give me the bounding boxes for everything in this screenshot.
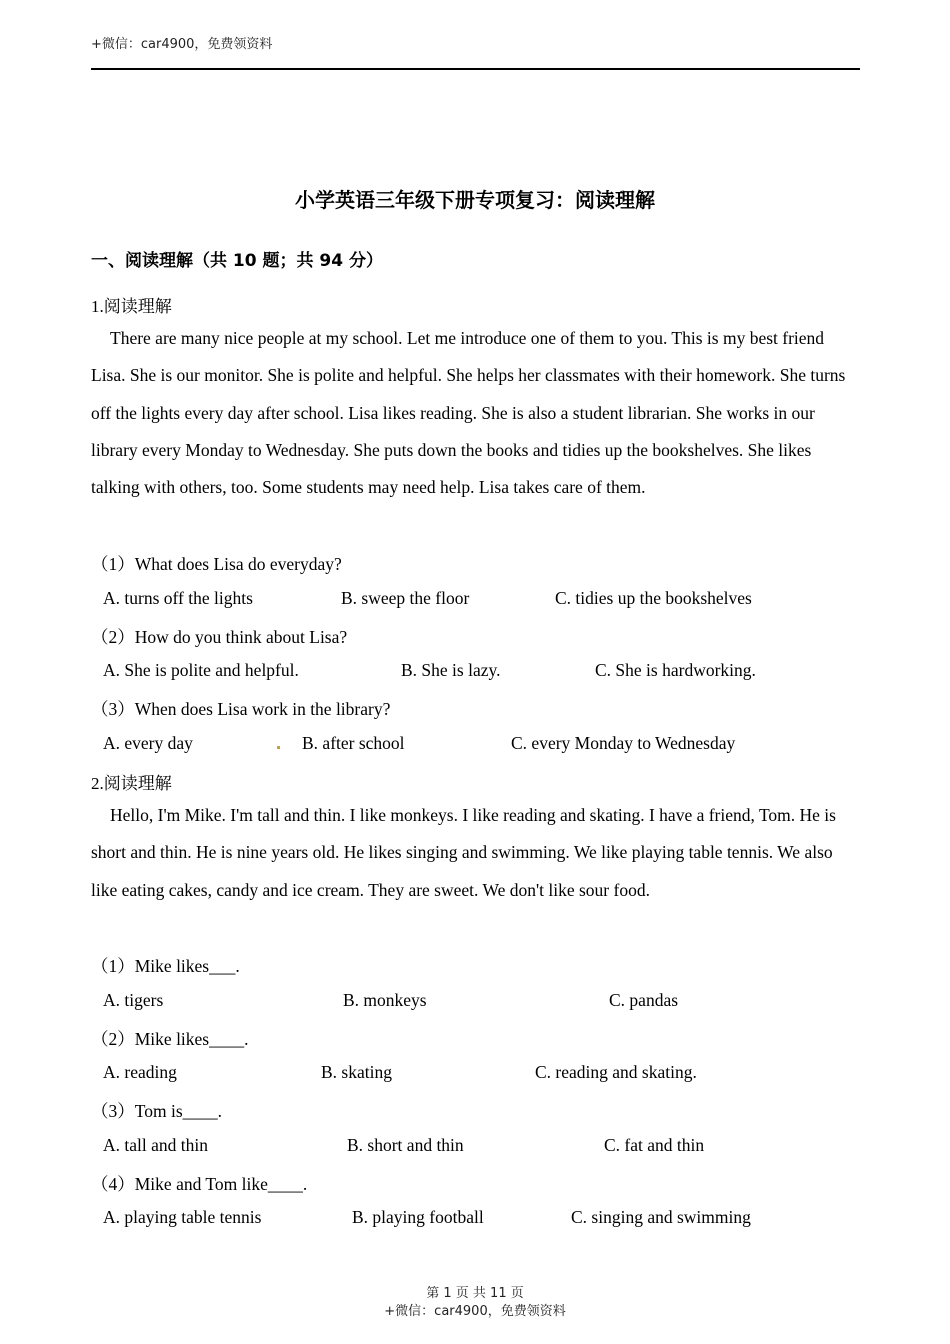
q2-sub2-option-b[interactable]: B. skating — [321, 1062, 392, 1082]
question-1-heading: 1.阅读理解 — [91, 297, 172, 316]
q1-sub3-option-c[interactable]: C. every Monday to Wednesday — [511, 733, 736, 753]
q2-sub4-question: （4）Mike and Tom like____. — [91, 1174, 308, 1194]
stray-dot-mark — [277, 746, 280, 749]
q1-sub1-option-b[interactable]: B. sweep the floor — [341, 588, 470, 608]
question-2-passage: Hello, I'm Mike. I'm tall and thin. I like monkeys. I like reading and skating. I have a friend, Tom. He is short and thin. He is nine years old. He likes singing and swimming. We like playing table tennis. We also like eating cakes, candy and ice cream. They are sweet. We don't like sour food. — [91, 805, 836, 900]
header-rule — [91, 68, 860, 70]
q2-sub1-question: （1）Mike likes___. — [91, 956, 240, 976]
q1-sub3-question: （3）When does Lisa work in the library? — [91, 699, 391, 719]
q2-sub3-question: （3）Tom is____. — [91, 1101, 223, 1121]
q2-sub4-option-a[interactable]: A. playing table tennis — [103, 1207, 262, 1227]
q2-sub4-option-b[interactable]: B. playing football — [352, 1207, 484, 1227]
document-title: 小学英语三年级下册专项复习：阅读理解 — [295, 188, 655, 212]
q2-sub3-option-a[interactable]: A. tall and thin — [103, 1135, 208, 1155]
q1-sub2-option-c[interactable]: C. She is hardworking. — [595, 660, 756, 680]
footer-page-number: 第 1 页 共 11 页 — [426, 1286, 524, 1301]
section-heading: 一、阅读理解（共 10 题；共 94 分） — [91, 251, 383, 271]
q2-sub2-question: （2）Mike likes____. — [91, 1029, 249, 1049]
footer-note: +微信：car4900，免费领资料 — [384, 1304, 566, 1319]
q2-sub3-option-c[interactable]: C. fat and thin — [604, 1135, 705, 1155]
header-note: +微信：car4900，免费领资料 — [91, 37, 273, 52]
question-1-passage: There are many nice people at my school. Let me introduce one of them to you. This is my best friend Lisa. She is our monitor. She is polite and helpful. She helps her classmates with their homework. She turns off the lights every day after school. Lisa likes reading. She is also a student librarian. She works in our library every Monday to Wednesday. She puts down the books and tidies up the bookshelves. She likes talking with others, too. Some students may need help. Lisa takes care of them. — [91, 328, 846, 498]
q2-sub4-option-c[interactable]: C. singing and swimming — [571, 1207, 751, 1227]
q1-sub2-option-b[interactable]: B. She is lazy. — [401, 660, 501, 680]
q2-sub2-option-a[interactable]: A. reading — [103, 1062, 177, 1082]
question-2-heading: 2.阅读理解 — [91, 774, 172, 793]
q2-sub2-option-c[interactable]: C. reading and skating. — [535, 1062, 697, 1082]
q1-sub1-option-c[interactable]: C. tidies up the bookshelves — [555, 588, 752, 608]
q2-sub1-option-c[interactable]: C. pandas — [609, 990, 679, 1010]
q2-sub1-option-a[interactable]: A. tigers — [103, 990, 164, 1010]
q2-sub1-option-b[interactable]: B. monkeys — [343, 990, 427, 1010]
q1-sub3-option-a[interactable]: A. every day — [103, 733, 193, 753]
q1-sub2-question: （2）How do you think about Lisa? — [91, 627, 348, 647]
q1-sub1-option-a[interactable]: A. turns off the lights — [103, 588, 253, 608]
q1-sub1-question: （1）What does Lisa do everyday? — [91, 554, 342, 574]
q1-sub2-option-a[interactable]: A. She is polite and helpful. — [103, 660, 299, 680]
q2-sub3-option-b[interactable]: B. short and thin — [347, 1135, 464, 1155]
q1-sub3-option-b[interactable]: B. after school — [302, 733, 405, 753]
